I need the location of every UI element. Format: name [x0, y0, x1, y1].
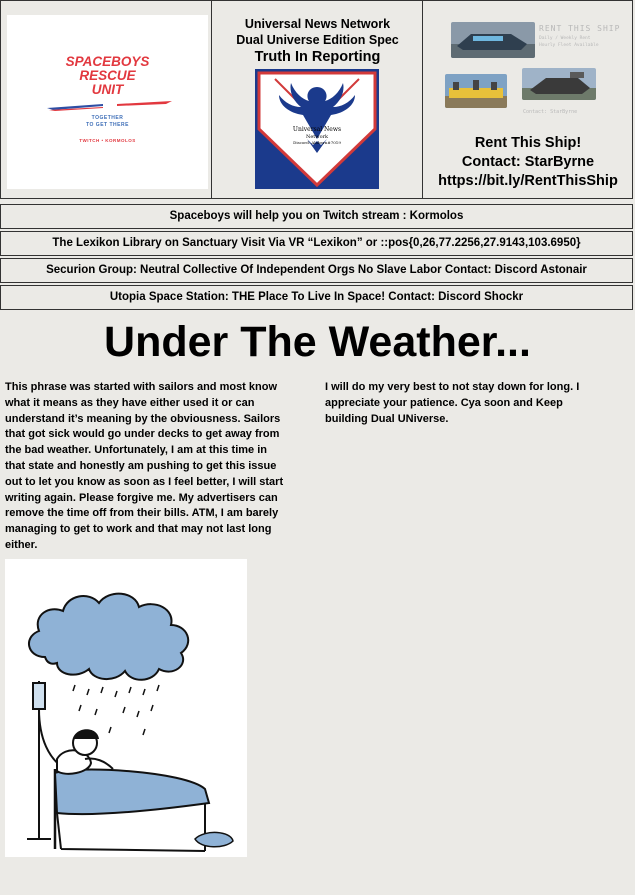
article-line: that got sick would go under decks to get away from	[5, 428, 280, 441]
ship-image-1-icon	[451, 22, 535, 58]
emblem-text-3: Discord: Alabern#7019	[293, 140, 341, 145]
article-line: I will do my very best to not stay down for long. I	[325, 381, 580, 393]
article-line: out to let you know as soon as I feel better, I will start	[5, 475, 284, 488]
logo-title-line1: SPACEBOYS	[65, 54, 150, 69]
article-line: the bad weather. Unfortunately, I am at this time in	[5, 444, 268, 457]
article-column-1	[5, 380, 315, 554]
rent-link[interactable]: https://bit.ly/RentThisShip	[438, 173, 618, 189]
emblem-text-2: Network	[305, 134, 329, 140]
article-line: that state and honestly am pushing to get this issue	[5, 459, 277, 472]
logo-twitch: TWITCH • KORMOLOS	[79, 138, 136, 143]
logo-title-line2: RESCUE	[79, 68, 136, 83]
article-line: managing to get to work and that may not last long	[5, 523, 272, 536]
ship-image-3-icon	[522, 68, 596, 100]
article-column-2	[325, 380, 625, 427]
article-line: either.	[5, 538, 38, 551]
ad-faint-sub2: Hourly Fleet Available	[539, 43, 599, 48]
article-line: remove the time off from their bills. ATM, I am barely	[5, 507, 279, 520]
ad-bar-spaceboys: Spaceboys will help you on Twitch stream : Kormolos	[0, 204, 633, 229]
masthead-right-ad	[423, 1, 633, 198]
masthead-title: Universal News Network	[244, 17, 391, 31]
article-line: what it means as they have either used it or can	[5, 396, 255, 409]
article-line: appreciate your patience. Cya soon and Keep	[325, 396, 563, 409]
logo-title-line3: UNIT	[91, 82, 124, 97]
ad-bar-securion: Securion Group: Neutral Collective Of Independent Orgs No Slave Labor Contact: Discord Astonair	[0, 258, 633, 283]
eagle-emblem-icon	[255, 69, 379, 189]
masthead-center	[212, 1, 423, 198]
rain-cloud-sick-person-icon	[5, 559, 247, 857]
emblem-text-1: Universal News	[292, 126, 342, 133]
ad-bar-utopia: Utopia Space Station: THE Place To Live In Space! Contact: Discord Shockr	[0, 285, 633, 310]
rent-headline: Rent This Ship!	[474, 135, 582, 151]
article-line: understand it’s meaning by the obviousness. Sailors	[5, 412, 281, 425]
spaceboys-rescue-logo	[7, 15, 208, 189]
logo-tagline-line1: TOGETHER	[91, 115, 124, 121]
logo-tagline-line2: TO GET THERE	[86, 122, 129, 128]
masthead-subtitle: Dual Universe Edition Spec	[236, 33, 399, 47]
sick-in-bed-illustration	[5, 559, 247, 857]
ship-image-2-icon	[445, 74, 507, 108]
ad-bar-lexikon: The Lexikon Library on Sanctuary Visit Via VR “Lexikon” or ::pos{0,26,77.2256,27.9143,103.6950}	[0, 231, 633, 256]
ad-faint-sub1: Daily / Weekly Rent	[539, 36, 591, 41]
ad-faint-contact: Contact: StarByrne	[523, 109, 578, 115]
masthead-left	[1, 1, 212, 198]
article-line: writing again. Please forgive me. My advertisers can	[5, 491, 278, 504]
ad-faint-title: RENT THIS SHIP	[539, 24, 621, 33]
article-headline: Under The Weather...	[104, 318, 531, 366]
article-line: This phrase was started with sailors and most know	[5, 381, 278, 393]
masthead-motto: Truth In Reporting	[254, 49, 381, 65]
logo-swoosh-icon	[47, 97, 172, 111]
article-line: building Dual UNiverse.	[325, 412, 449, 425]
masthead	[0, 0, 633, 199]
rent-contact: Contact: StarByrne	[461, 154, 595, 170]
